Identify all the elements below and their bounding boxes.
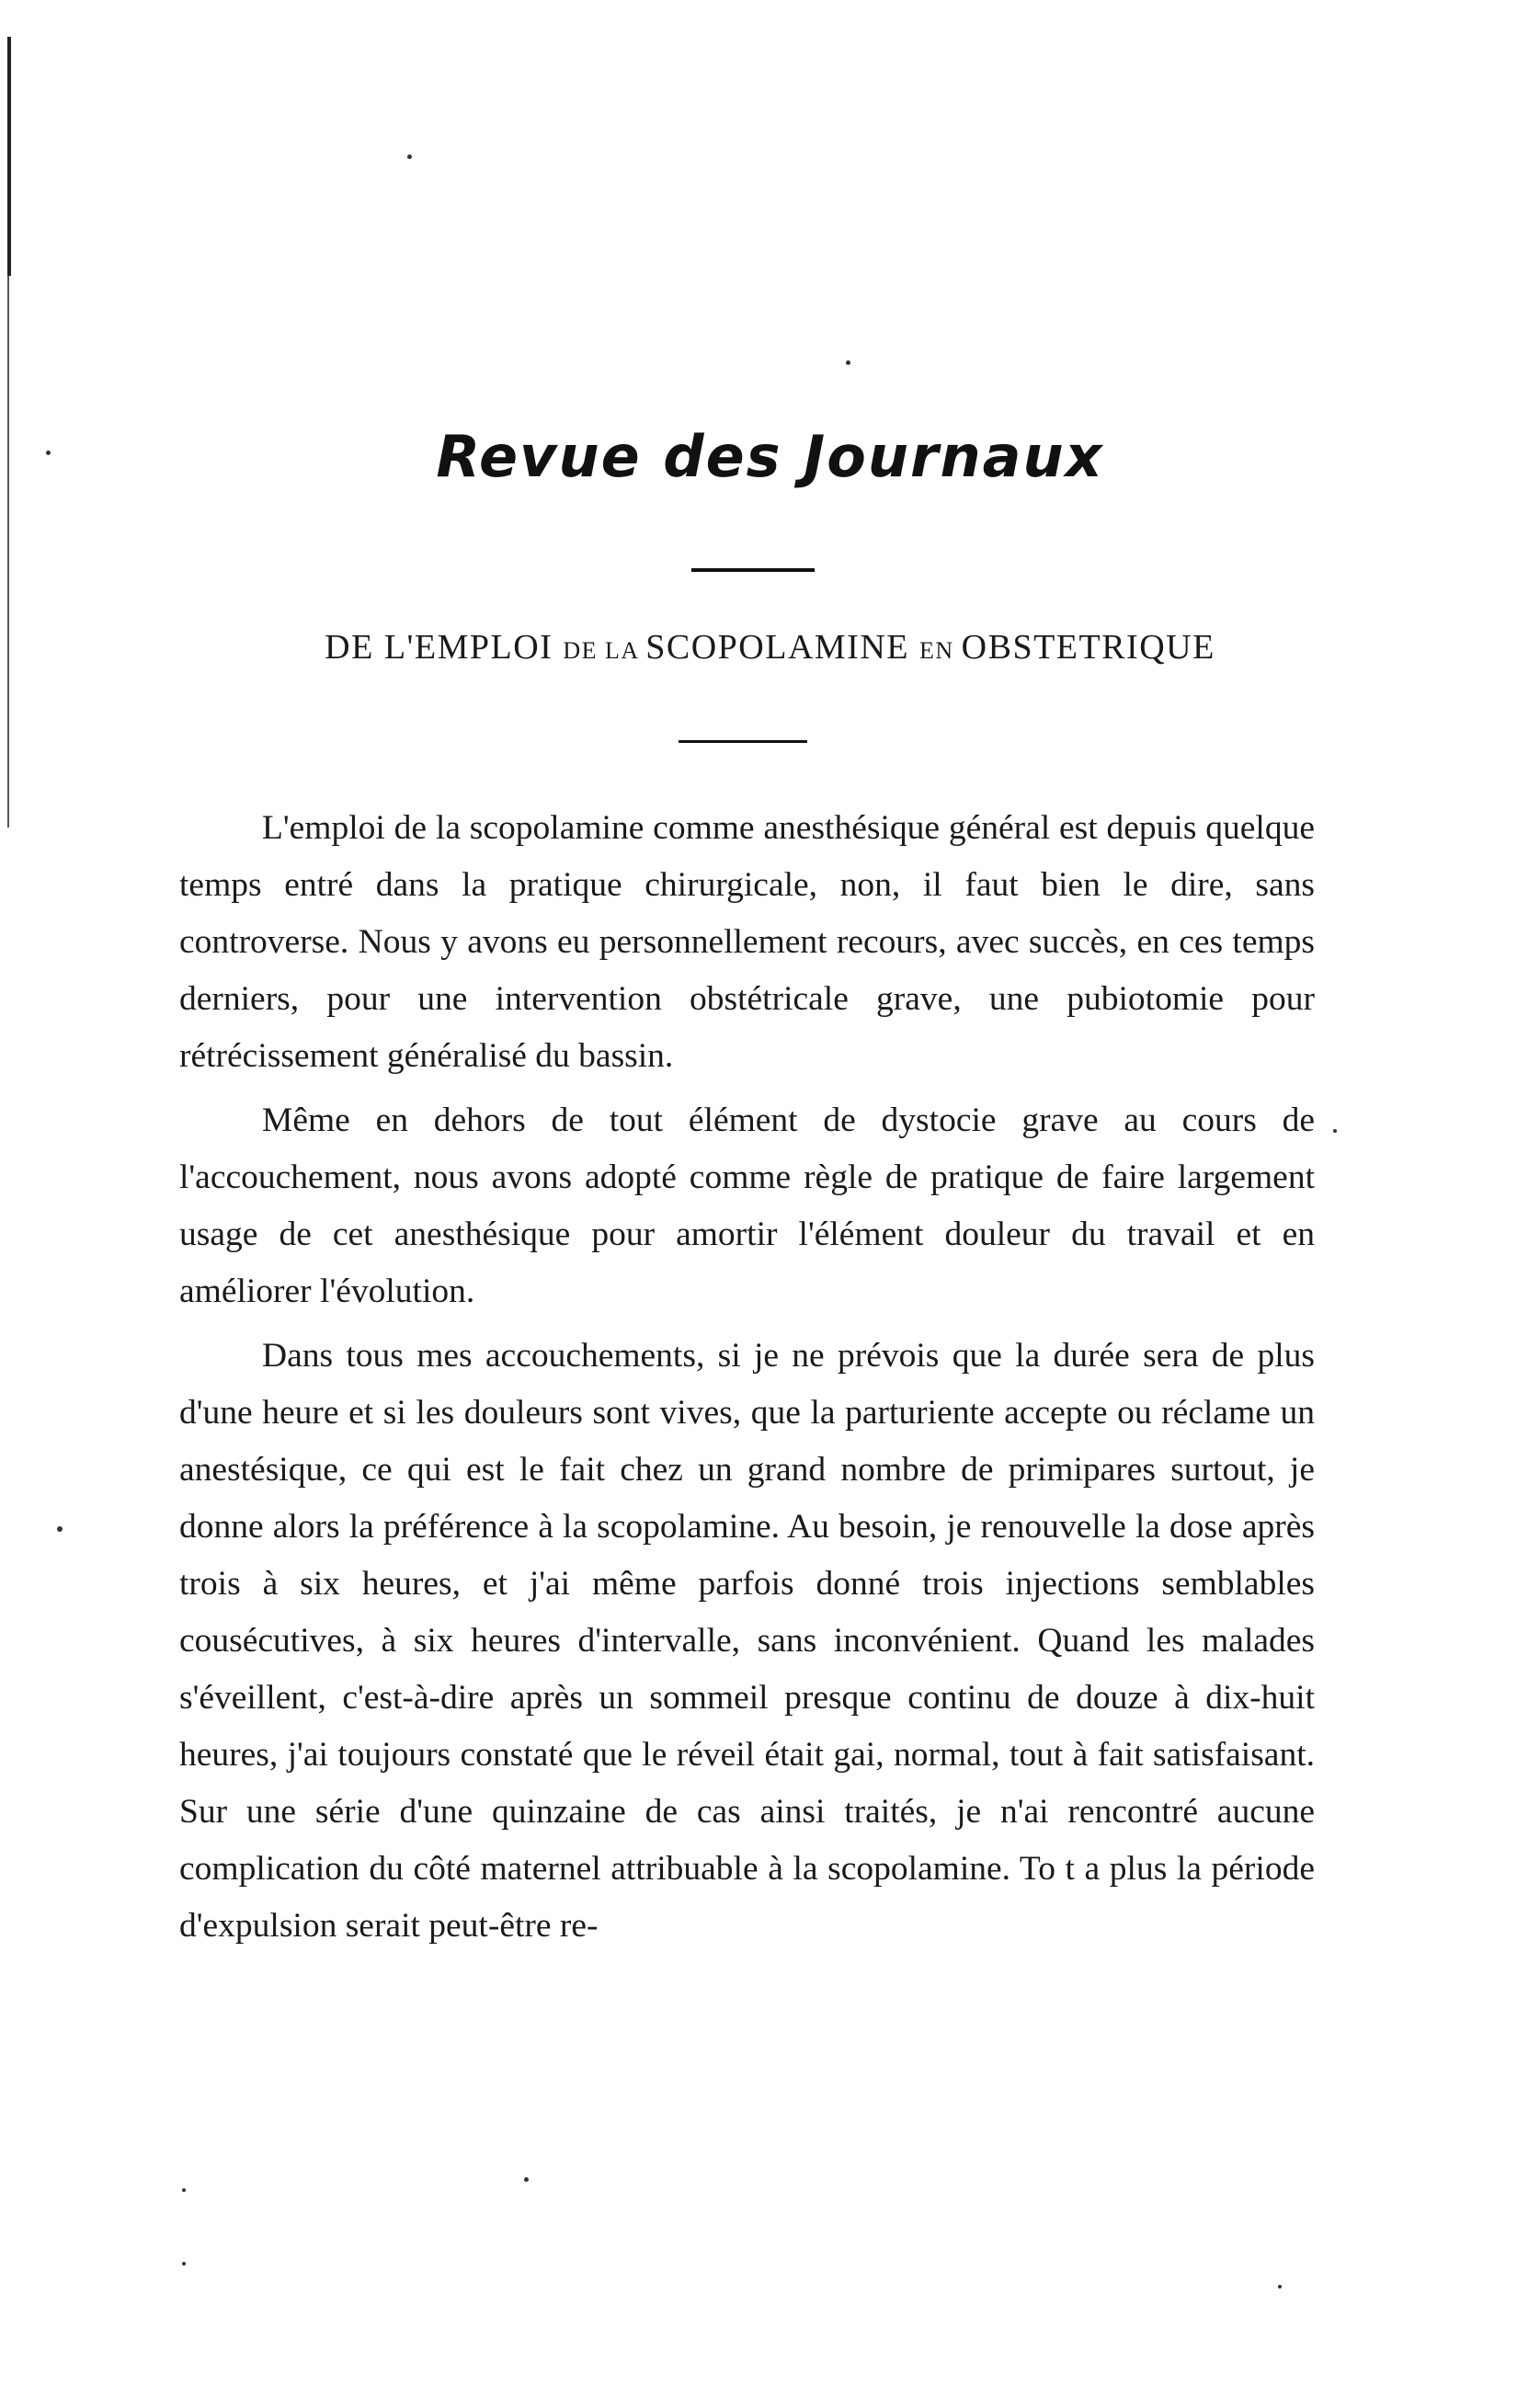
scan-speck [57,1526,63,1532]
article-body [179,800,1315,1955]
article-subtitle [0,627,1540,668]
scan-speck [182,2188,186,2192]
paragraph-2: Même en dehors de tout élément de dystocie grave au cours de l'accouchement, nous avons adopté comme règle de pratique de faire largement usage de cet anesthésique pour amortir l'élément douleur du travail et en améliorer l'évolution. [179,1101,1315,1310]
subtitle-rule [679,740,807,743]
subtitle-part: OBSTETRIQUE [961,628,1215,667]
scan-speck [1333,1129,1337,1133]
binding-edge [7,37,11,276]
scan-speck [1278,2285,1282,2289]
scan-speck [46,451,51,455]
subtitle-part: DE [325,628,384,667]
binding-edge-thin [7,276,9,828]
paragraph-3: Dans tous mes accouchements, si je ne prévois que la durée sera de plus d'une heure et si les douleurs sont vives, que la parturiente accepte ou réclame un anestésique, ce qui est le fait chez un grand nombre de primipares surtout, je donne alors la préférence à la scopolamine. Au besoin, je renouvelle la dose après trois à six heures, et j'ai même parfois donné trois injections semblables cousécutives, à six heures d'intervalle, sans inconvénient. Quand les malades s'éveillent, c'est-à-dire après un sommeil presque continu de douze à dix-huit heures, j'ai toujours constaté que le réveil était gai, normal, tout à fait satisfaisant. Sur une série d'une quinzaine de cas ainsi traités, je n'ai rencontré aucune complication du côté maternel attribuable à la scopolamine. To t a plus la période d'expulsion serait peut-être re- [179,1337,1315,1945]
scan-speck [524,2177,529,2182]
scan-speck [182,2262,186,2266]
title-rule [691,568,815,572]
scan-speck [407,154,412,159]
paragraph-1: L'emploi de la scopolamine comme anesthésique général est depuis quelque temps entré dans la pratique chirurgicale, non, il faut bien le dire, sans controverse. Nous y avons eu personnellement recours, avec succès, en ces temps derniers, pour une intervention obstétricale grave, une pubiotomie pour rétrécissement généralisé du bassin. [179,809,1315,1075]
subtitle-part: SCOPOLAMINE [645,628,919,667]
page-title: Revue des Journaux [436,423,1104,490]
subtitle-part: L'EMPLOI [383,628,564,667]
subtitle-part: EN [918,637,962,664]
scan-speck [846,360,850,365]
subtitle-part: DE LA [563,637,646,664]
